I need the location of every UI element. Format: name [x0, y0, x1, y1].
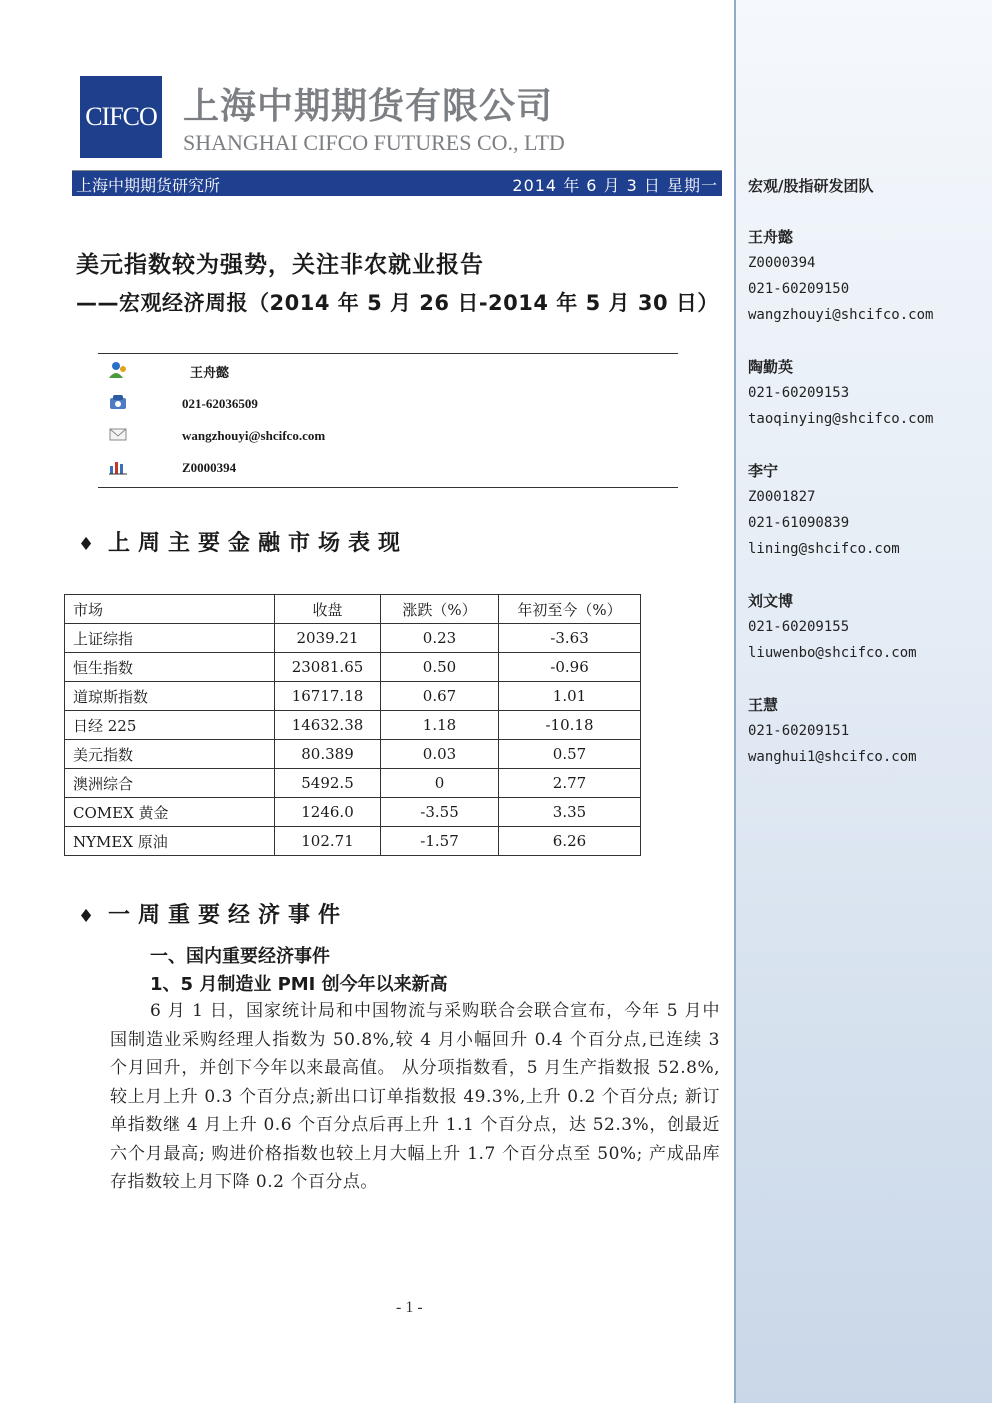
- person-icon: [108, 360, 128, 380]
- author-email-row: [98, 424, 678, 452]
- table-cell: 80.389: [275, 740, 381, 769]
- team-member: [748, 224, 933, 328]
- table-cell: 3.35: [499, 798, 641, 827]
- member-email[interactable]: liuwenbo@shcifco.com: [748, 645, 917, 661]
- member-phone: 021-61090839: [748, 515, 850, 531]
- market-table: [64, 594, 641, 856]
- table-cell: 1246.0: [275, 798, 381, 827]
- table-cell: -0.96: [499, 653, 641, 682]
- author-phone: 021-62036509: [182, 396, 258, 411]
- member-email[interactable]: taoqinying@shcifco.com: [748, 411, 934, 427]
- table-cell: 0.57: [499, 740, 641, 769]
- member-license: Z0000394: [748, 255, 816, 271]
- diamond-bullet-icon: ♦: [78, 906, 95, 927]
- table-cell: 0.50: [381, 653, 499, 682]
- table-cell: -3.63: [499, 624, 641, 653]
- table-cell: 美元指数: [65, 740, 275, 769]
- mail-icon: [108, 426, 128, 446]
- subsection-heading: 一、国内重要经济事件: [150, 946, 330, 967]
- table-row: [65, 624, 641, 653]
- table-cell: 0.03: [381, 740, 499, 769]
- table-cell: 14632.38: [275, 711, 381, 740]
- member-name: 王慧: [748, 696, 779, 714]
- table-row: [65, 711, 641, 740]
- table-header: 涨跌（%）: [381, 595, 499, 624]
- report-date: 2014 年 6 月 3 日 星期一: [512, 176, 718, 195]
- member-license: Z0001827: [748, 489, 816, 505]
- diamond-bullet-icon: ♦: [78, 534, 95, 555]
- section-title: 一周重要经济事件: [108, 903, 349, 928]
- company-name-en: SHANGHAI CIFCO FUTURES CO., LTD: [183, 130, 565, 155]
- table-cell: 澳洲综合: [65, 769, 275, 798]
- table-cell: 2.77: [499, 769, 641, 798]
- table-cell: 6.26: [499, 827, 641, 856]
- table-cell: 2039.21: [275, 624, 381, 653]
- table-header-row: [65, 595, 641, 624]
- article-heading: 1、5 月制造业 PMI 创今年以来新高: [150, 974, 448, 995]
- team-member: [748, 458, 900, 562]
- table-cell: 恒生指数: [65, 653, 275, 682]
- member-name: 陶勤英: [748, 358, 794, 376]
- team-sidebar: [734, 0, 992, 1403]
- section-heading-markets: [78, 526, 408, 557]
- table-row: [65, 740, 641, 769]
- table-cell: -1.57: [381, 827, 499, 856]
- company-logo: CIFCO: [80, 76, 162, 158]
- team-member: [748, 588, 917, 666]
- header-bar: [72, 170, 722, 196]
- section-title: 上周主要金融市场表现: [108, 531, 409, 556]
- author-phone-row: [98, 392, 678, 420]
- author-block: [98, 353, 678, 488]
- institute-name: 上海中期期货研究所: [76, 176, 221, 195]
- member-name: 李宁: [748, 462, 779, 480]
- member-phone: 021-60209155: [748, 619, 850, 635]
- table-cell: 道琼斯指数: [65, 682, 275, 711]
- member-phone: 021-60209153: [748, 385, 850, 401]
- table-cell: 0.67: [381, 682, 499, 711]
- table-row: [65, 827, 641, 856]
- company-name-cn: 上海中期期货有限公司: [183, 86, 554, 127]
- table-cell: 23081.65: [275, 653, 381, 682]
- table-cell: 0: [381, 769, 499, 798]
- table-cell: 16717.18: [275, 682, 381, 711]
- member-phone: 021-60209150: [748, 281, 850, 297]
- member-name: 刘文博: [748, 592, 794, 610]
- table-header: 市场: [65, 595, 275, 624]
- table-header: 收盘: [275, 595, 381, 624]
- table-row: [65, 769, 641, 798]
- team-member: [748, 354, 933, 432]
- author-license: Z0000394: [182, 460, 237, 475]
- phone-icon: [108, 394, 128, 414]
- table-header: 年初至今（%）: [499, 595, 641, 624]
- section-heading-events: [78, 898, 348, 929]
- author-license-row: [98, 456, 678, 484]
- member-email[interactable]: lining@shcifco.com: [748, 541, 900, 557]
- team-title: 宏观/股指研发团队: [748, 177, 874, 195]
- table-cell: 102.71: [275, 827, 381, 856]
- table-row: [65, 798, 641, 827]
- author-name: 王舟懿: [190, 365, 230, 380]
- table-cell: 1.18: [381, 711, 499, 740]
- table-cell: 1.01: [499, 682, 641, 711]
- table-cell: -3.55: [381, 798, 499, 827]
- team-member: [748, 692, 917, 770]
- report-title: 美元指数较为强势，关注非农就业报告: [76, 252, 484, 278]
- table-cell: 5492.5: [275, 769, 381, 798]
- table-cell: 日经 225: [65, 711, 275, 740]
- member-email[interactable]: wanghui1@shcifco.com: [748, 749, 917, 765]
- member-phone: 021-60209151: [748, 723, 850, 739]
- table-cell: COMEX 黄金: [65, 798, 275, 827]
- report-subtitle: ——宏观经济周报（2014 年 5 月 26 日-2014 年 5 月 30 日）: [76, 291, 719, 315]
- table-cell: -10.18: [499, 711, 641, 740]
- member-name: 王舟懿: [748, 228, 794, 246]
- member-email[interactable]: wangzhouyi@shcifco.com: [748, 307, 934, 323]
- chart-icon: [108, 458, 128, 478]
- author-email[interactable]: wangzhouyi@shcifco.com: [182, 428, 326, 443]
- page-number: - 1 -: [396, 1299, 423, 1316]
- author-name-row: [98, 358, 678, 386]
- table-cell: 上证综指: [65, 624, 275, 653]
- table-row: [65, 682, 641, 711]
- table-cell: NYMEX 原油: [65, 827, 275, 856]
- article-paragraph: 6 月 1 日，国家统计局和中国物流与采购联合会联合宣布，今年 5 月中国制造业采购经理人指数为 50.8%,较 4 月小幅回升 0.4 个百分点,已连续 3 个月回升，并创下今年以来最高值。 从分项指数看，5 月生产指数报 52.8%,较上月上升 0.3 个百分点;新出口订单指数报 49.3%,上升 0.2 个百分点; 新订单指数继 4 月上升 0.6 个百分点后再上升 1.1 个百分点，达 52.3%，创最近六个月最高; 购进价格指数也较上月大幅上升 1.7 个百分点至 50%; 产成品库存指数较上月下降 0.2 个百分点。: [110, 1001, 720, 1192]
- table-cell: 0.23: [381, 624, 499, 653]
- table-row: [65, 653, 641, 682]
